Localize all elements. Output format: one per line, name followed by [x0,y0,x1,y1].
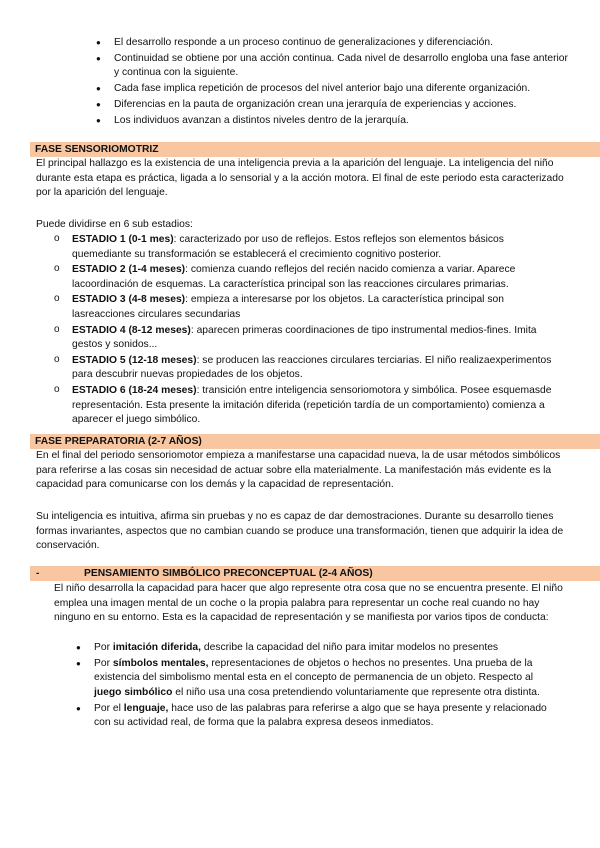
bullet-icon: ● [76,703,81,713]
stage-list [54,233,552,429]
bullet-icon: ● [76,658,81,668]
list-item: o ESTADIO 5 (12-18 meses): se producen las reacciones circulares terciarias. El niño realizaexperimentos para descubrir nuevas propiedades de los objetos. [54,353,552,381]
bullet-icon: ● [96,84,101,94]
list-item: ● Por el lenguaje, hace uso de las palabras para referirse a algo que se haya presente y relacionado con su actividad real, de forma que la palabra expresa deseos inmediatos. [76,702,547,729]
simbolico-bullet-list [76,641,554,732]
section-heading-sensoriomotriz: FASE SENSORIOMOTRIZ [30,142,600,157]
list-item: o ESTADIO 2 (1-4 meses): comienza cuando reflejos del recién nacido comienza a variar. Aparece lacoordinación de esquemas. La característica principal son las reacciones circulares primarias. [54,263,516,290]
list-item: ● Los individuos avanzan a distintos niveles dentro de la jerarquía. [114,114,574,129]
list-item: o ESTADIO 3 (4-8 meses): empieza a interesarse por los objetos. La característica principal son lasreacciones circulares secundarias [54,293,504,320]
circle-bullet-icon: o [54,353,60,365]
substages-intro: Puede dividirse en 6 sub estadios: [36,219,193,230]
bullet-icon: ● [96,53,101,63]
list-item: ● Por símbolos mentales, representaciones de objetos o hechos no presentes. Una prueba de la existencia del simbolismo mental esta en el concepto de permanencia de un objeto. Respecto al juego simbólico el niño usa una cosa pretendiendo voluntariamente que represente otra distinta. [76,657,540,698]
intro-bullet-list [96,36,574,130]
preparatoria-paragraph-1: En el final del periodo sensoriomotor empieza a manifestarse una capacidad nueva, la de usar métodos simbólicos para referirse a las cosas sin necesidad de actuar sobre ella materialmente. La manifestación más evidente es la capacidad para comunicarse con los demás y la capacidad de representación. [36,450,561,491]
preparatoria-paragraph-2: Su inteligencia es intuitiva, afirma sin pruebas y no es capaz de dar demostraciones. Durante su desarrollo tienes formas invariantes, aspectos que no cambian cuando se produce una transformación, tienen que adquirir la idea de conservación. [36,511,564,552]
bullet-icon: ● [96,115,101,125]
list-item: o ESTADIO 4 (8-12 meses): aparecen primeras coordinaciones de tipo instrumental medios-fines. Imita gestos y sonidos... [54,323,537,351]
bullet-icon: ● [96,38,101,47]
simbolico-intro: El niño desarrolla la capacidad para hacer que algo represente otra cosa que no se encuentra presente. El niño emplea una imagen mental de un coche o la propia palabra para representar un coche real cuando no hay ninguno en su entorno. Esta es la capacidad de representación y se manifiesta por varios tipos de conducta: [54,583,563,624]
list-item: ● Cada fase implica repetición de procesos del nivel anterior bajo una diferente organización. [114,82,574,97]
subsection-heading-simbolico: - PENSAMIENTO SIMBÓLICO PRECONCEPTUAL (2-4 AÑOS) [30,566,600,581]
circle-bullet-icon: o [54,383,60,395]
circle-bullet-icon: o [54,293,60,305]
bullet-icon: ● [96,99,101,109]
list-item: ● Continuidad se obtiene por una acción continua. Cada nivel de desarrollo engloba una fase anterior y continua con la siguiente. [96,52,568,79]
sensoriomotriz-intro: El principal hallazgo es la existencia de una inteligencia previa a la aparición del lenguaje. La inteligencia del niño durante esta etapa es práctica, ligada a lo sensorial y a la acción motora. El final de este periodo esta caracterizado por la aparición del lenguaje. [36,158,564,199]
list-item: o ESTADIO 6 (18-24 meses): transición entre inteligencia sensoriomotora y simbólica. Posee esquemasde representación. Esta presente la imitación diferida (repetición tardía de un comportamiento) comienza a aparecer el juego simbólico. [54,383,552,426]
list-item: ● Diferencias en la pauta de organización crean una jerarquía de experiencias y acciones. [114,98,574,113]
list-item: ● El desarrollo responde a un proceso continuo de generalizaciones y diferenciación. [114,36,574,51]
circle-bullet-icon: o [54,263,60,275]
circle-bullet-icon: o [54,323,60,335]
circle-bullet-icon: o [54,233,60,244]
section-heading-preparatoria: FASE PREPARATORIA (2-7 AÑOS) [30,434,600,449]
list-item: o ESTADIO 1 (0-1 mes): caracterizado por uso de reflejos. Estos reflejos son elementos básicos quemediante su transformación se establecerá el crecimiento cognitivo posterior. [54,233,504,260]
bullet-icon: ● [76,643,81,652]
list-item: ● Por imitación diferida, describe la capacidad del niño para imitar modelos no presentes [94,641,554,656]
